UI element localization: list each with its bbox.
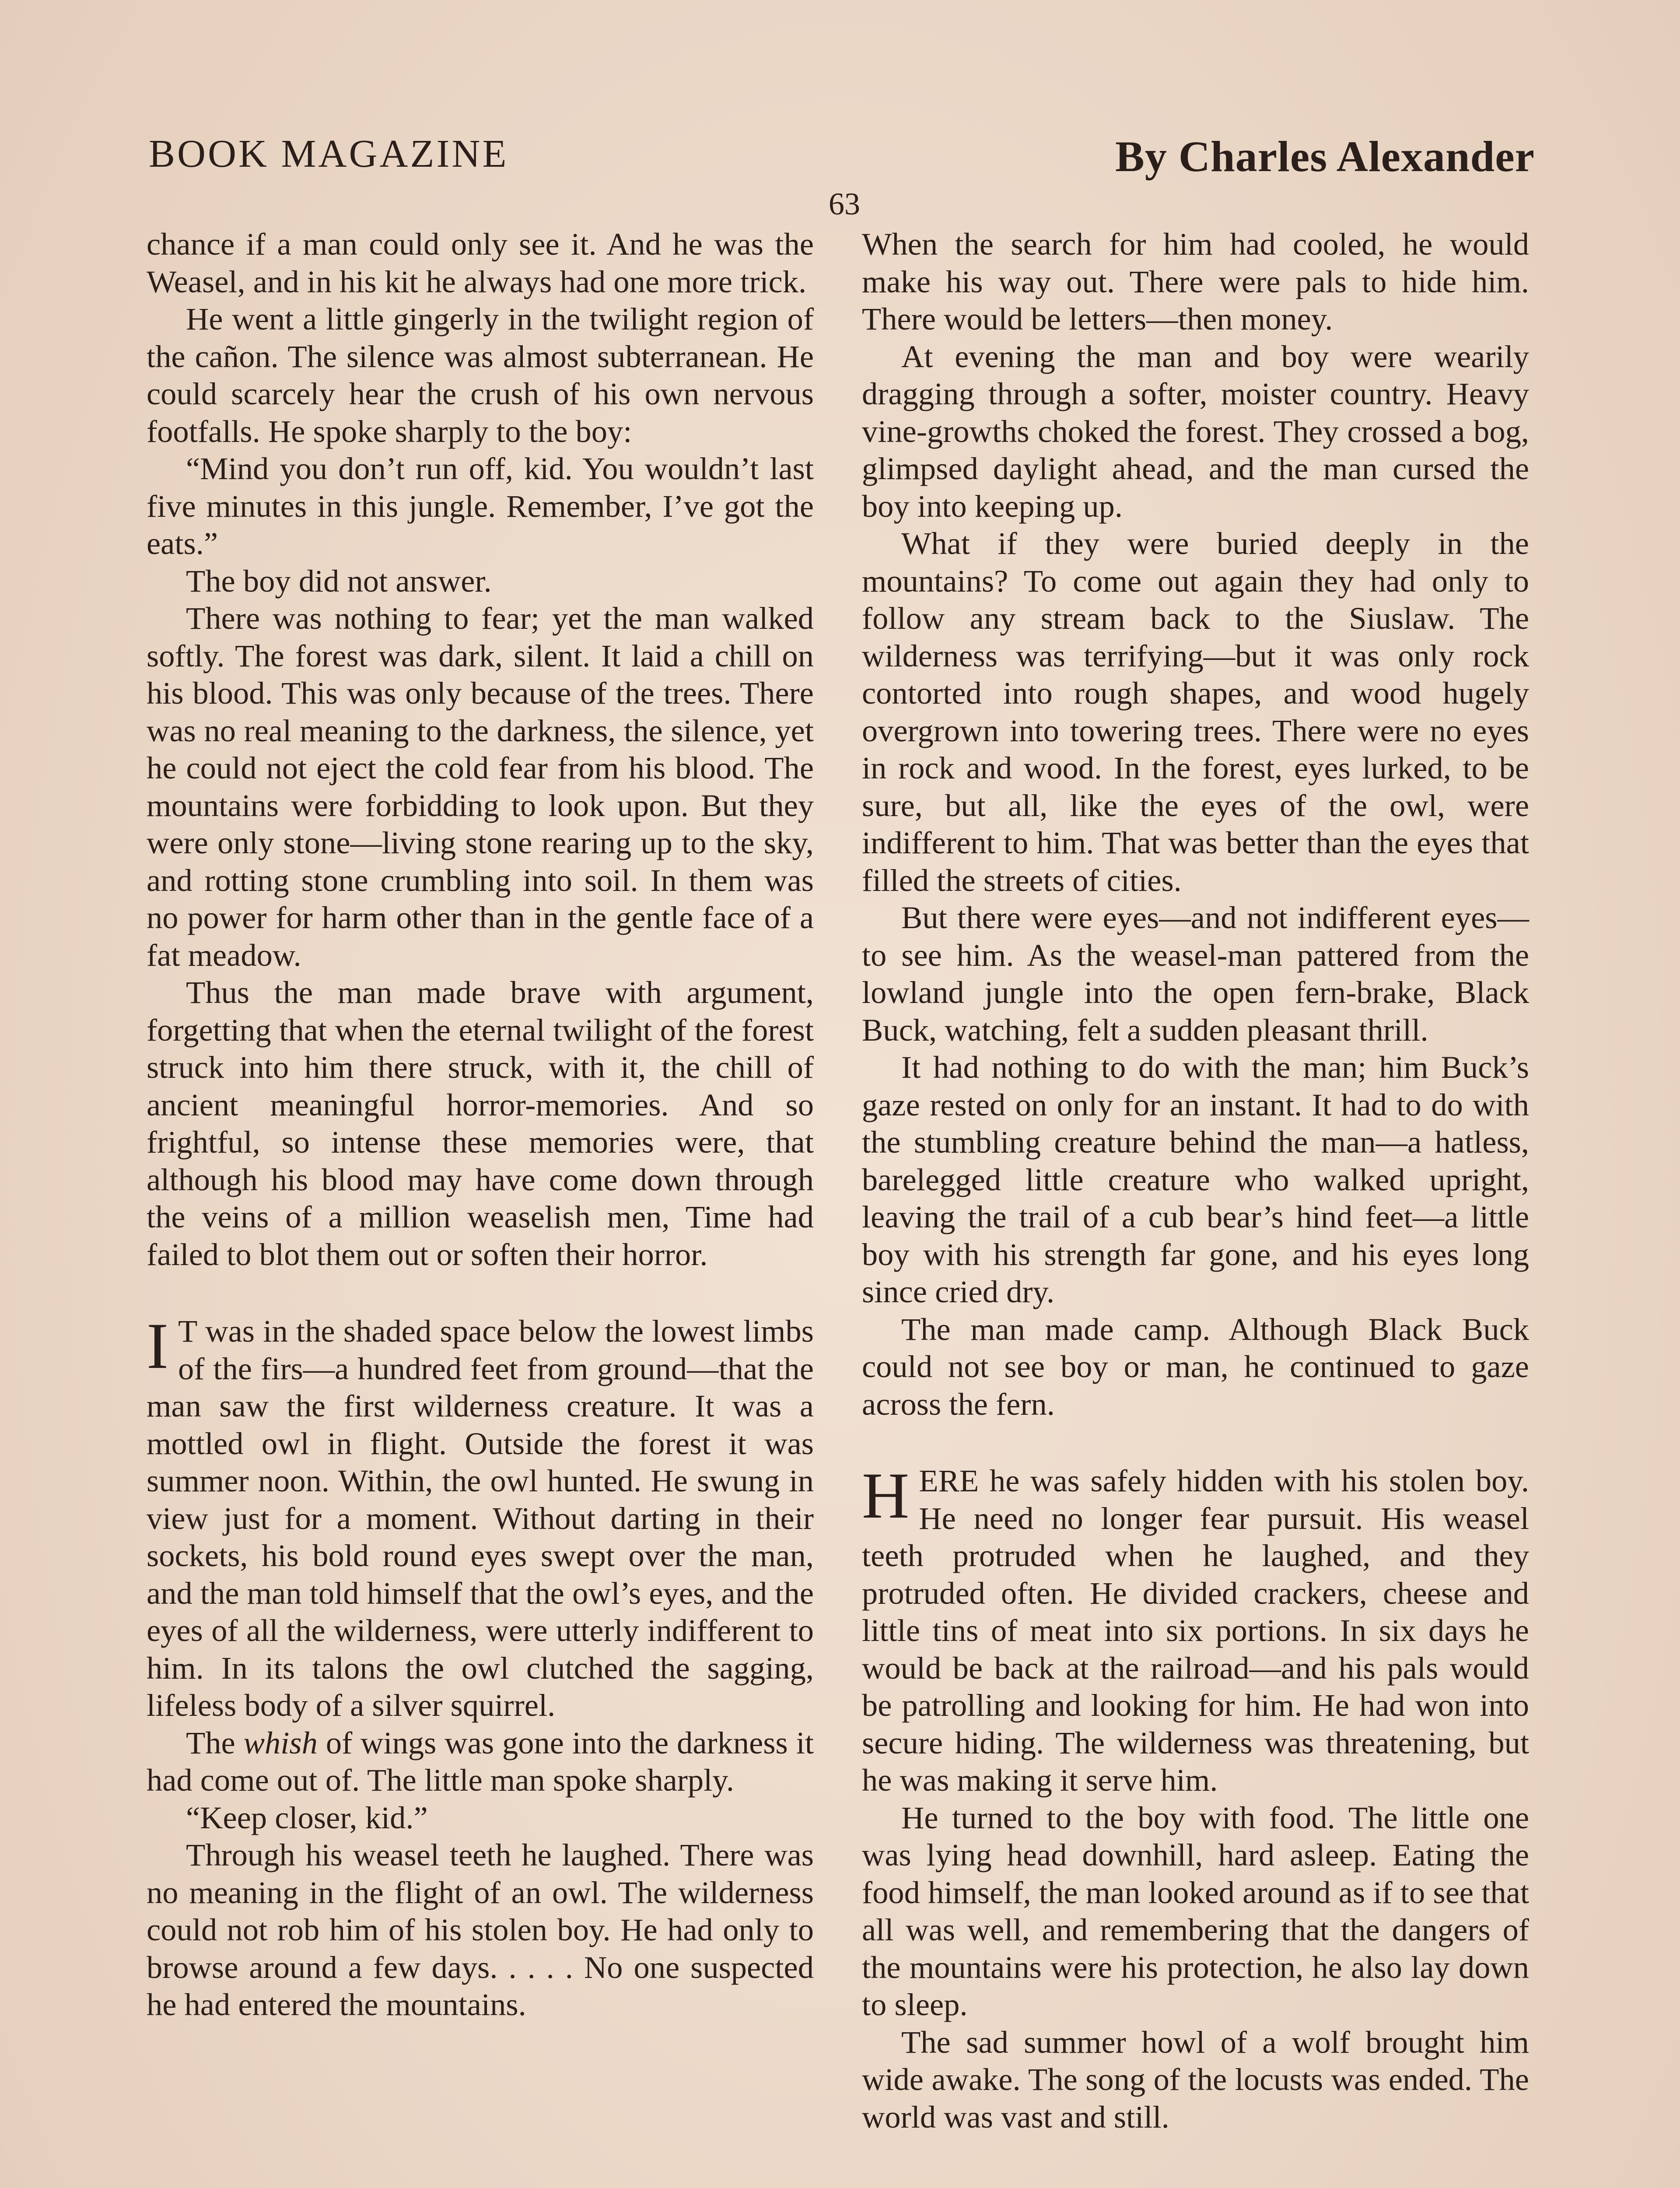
paragraph: At evening the man and boy were wearily dragging through a softer, moister country. Heavy vine-growths choked the forest. They crossed a bog, glimpsed daylight ahead, and the man cursed the boy into keeping up. [862,338,1529,524]
paragraph: What if they were buried deeply in the mountains? To come out again they had only to follow any stream back to the Siuslaw. The wilderness was terrifying—but it was only rock contorted into rough shapes, and wood hugely overgrown into towering trees. There were no eyes in rock and wood. In the forest, eyes lurked, to be sure, but all, like the eyes of the owl, were indifferent to him. That was better than the eyes that filled the streets of cities. [862,526,1529,898]
paragraph: He went a little gingerly in the twilight region of the cañon. The silence was almost subterranean. He could scarcely hear the crush of his own nervous footfalls. He spoke sharply to the boy: [147,301,814,449]
running-header [149,131,1535,184]
drop-cap: I [147,1310,168,1382]
paragraph: “Mind you don’t run off, kid. You wouldn’t last five minutes in this jungle. Remember, I’ve got the eats.” [147,451,814,561]
left-column [147,225,814,2023]
paragraph: The boy did not answer. [186,563,492,599]
paragraph: “Keep closer, kid.” [186,1799,428,1835]
right-column [862,225,1529,2135]
paragraph: The man made camp. Although Black Buck could not see boy or man, he continued to gaze across the fern. [862,1311,1529,1422]
paragraph: The sad summer howl of a wolf brought him wide awake. The song of the locusts was ended. The world was vast and still. [862,2024,1529,2135]
paragraph [147,1724,814,1799]
section-break [862,1423,1529,1462]
paragraph-text: of wings was gone into the darkness it had come out of. The little man spoke sharply. [147,1725,814,1798]
paragraph: But there were eyes—and not indifferent eyes—to see him. As the weasel-man pattered from the lowland jungle into the open fern-brake, Black Buck, watching, felt a sudden pleasant thrill. [862,900,1529,1048]
paragraph: When the search for him had cooled, he would make his way out. There were pals to hide him. There would be letters—then money. [862,226,1529,337]
section-opening-paragraph [147,1312,814,1724]
paragraph-text: ERE he was safely hidden with his stolen boy. He need no longer fear pursuit. His weasel teeth protruded when he laughed, and they protruded often. He divided crackers, cheese and little tins of meat into six portions. In six days he would be back at the railroad—and his pals would be patrolling and looking for him. He had won into secure hiding. The wilderness was threatening, but he was making it serve him. [862,1463,1529,1798]
paragraph-text: T was in the shaded space below the lowest limbs of the firs—a hundred feet from ground—that the man saw the first wilderness creature. It was a mottled owl in flight. Outside the forest it was summer noon. Within, the owl hunted. He swung in view just for a moment. Without darting in their sockets, his bold round eyes swept over the man, and the man told himself that the owl’s eyes, and the eyes of all the wilderness, were utterly indifferent to him. In its talons the owl clutched the sagging, lifeless body of a silver squirrel. [147,1313,814,1723]
paragraph: It had nothing to do with the man; him Buck’s gaze rested on only for an instant. It had to do with the stumbling creature behind the man—a hatless, barelegged little creature who walked upright, leaving the trail of a cub bear’s hind feet—a little boy with his strength far gone, and his eyes long since cried dry. [862,1049,1529,1309]
section-break [147,1273,814,1312]
author-byline: By Charles Alexander [1115,132,1535,181]
magazine-title: BOOK MAGAZINE [149,132,509,175]
emphasis: whish [243,1725,318,1760]
paragraph: He turned to the boy with food. The little one was lying head downhill, hard asleep. Eating the food himself, the man looked around as if to see that all was well, and remembering that the dangers of the mountains were his protection, he also lay down to sleep. [862,1799,1529,2022]
section-opening-paragraph [862,1459,1529,1799]
paragraph: Thus the man made brave with argument, forgetting that when the eternal twilight of the forest struck into him there struck, with it, the chill of ancient meaningful horror-memories. And so frightful, so intense these memories were, that although his blood may have come down through the veins of a million weaselish men, Time had failed to blot them out or soften their horror. [147,975,814,1272]
paragraph: chance if a man could only see it. And he was the Weasel, and in his kit he always had one more trick. [147,226,814,299]
drop-cap: H [862,1459,910,1532]
paragraph: There was nothing to fear; yet the man walked softly. The forest was dark, silent. It laid a chill on his blood. This was only because of the trees. There was no real meaning to the darkness, the silence, yet he could not eject the cold fear from his blood. The mountains were forbidding to look upon. But they were only stone—living stone rearing up to the sky, and rotting stone crumbling into soil. In them was no power for harm other than in the gentle face of a fat meadow. [147,600,814,973]
paragraph: Through his weasel teeth he laughed. There was no meaning in the flight of an owl. The wilderness could not rob him of his stolen boy. He had only to browse around a few days. . . . . No one suspected he had entered the mountains. [147,1837,814,2022]
paragraph-text: The [186,1725,244,1760]
page-number: 63 [829,186,860,221]
